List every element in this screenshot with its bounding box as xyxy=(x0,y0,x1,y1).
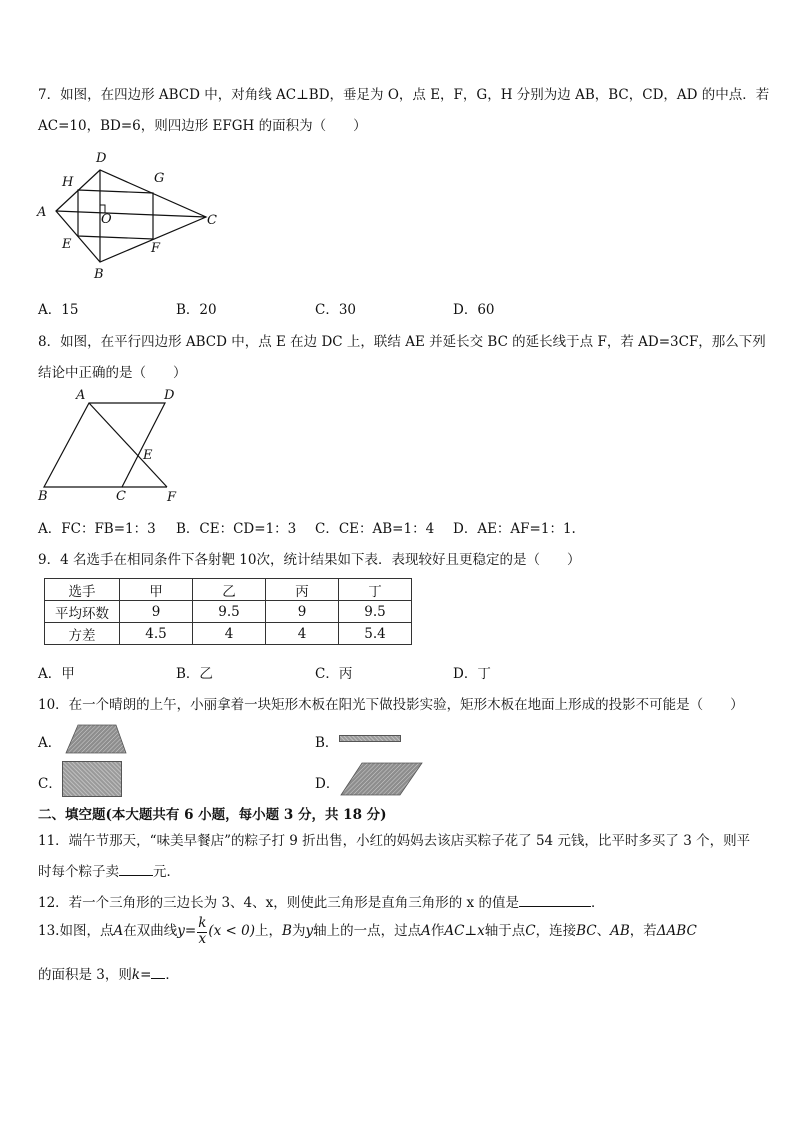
q9-option-d[interactable]: D．丁 xyxy=(453,666,491,682)
q9-stats-table xyxy=(44,578,412,645)
q7-label-f: F xyxy=(151,241,161,256)
q13-text-line1 xyxy=(38,917,697,946)
table-cell: 4 xyxy=(193,623,266,645)
section-heading-fill-in: 二、填空题(本大题共有 6 小题，每小题 3 分，共 18 分) xyxy=(38,807,387,823)
q13-seg: ． xyxy=(165,967,179,983)
q13-seg: 在双曲线 xyxy=(123,923,178,939)
table-header-cell: 丁 xyxy=(339,579,412,601)
q7-label-e: E xyxy=(62,237,72,252)
q13-seg: 轴于点 xyxy=(484,923,526,939)
q13-answer-blank[interactable] xyxy=(151,964,165,979)
q13-seg: ，连接 xyxy=(535,923,577,939)
q7-label-g: G xyxy=(154,171,165,186)
q10-option-a[interactable] xyxy=(38,731,61,751)
q13-var: C xyxy=(525,923,536,939)
q13-var: A xyxy=(113,923,124,939)
q12-text-post: ． xyxy=(590,895,605,911)
q13-var: ΔABC xyxy=(656,923,697,939)
q13-var: AC xyxy=(444,923,465,939)
q12-answer-blank[interactable] xyxy=(519,892,591,907)
q10-option-d[interactable] xyxy=(315,772,339,792)
q7-label-o: O xyxy=(101,212,112,227)
q13-seg: 上， xyxy=(255,923,283,939)
q10-line-segment-shadow-icon xyxy=(339,735,401,742)
q10-option-d-label: D． xyxy=(315,776,340,792)
q13-var: BC xyxy=(576,923,597,939)
q7-text-line1: 7．如图，在四边形 ABCD 中，对角线 AC⊥BD，垂足为 O，点 E，F，G，H 分别为边 AB，BC，CD，AD 的中点．若 xyxy=(38,87,770,103)
q13-seg: 的面积是 3，则 xyxy=(38,967,132,983)
q10-option-b[interactable] xyxy=(315,731,338,751)
q8-text-line1: 8．如图，在平行四边形 ABCD 中，点 E 在边 DC 上，联结 AE 并延长交 BC 的延长线于点 F，若 AD=3CF，那么下列 xyxy=(38,334,766,350)
table-header-cell: 丙 xyxy=(266,579,339,601)
q13-text-line2 xyxy=(38,963,179,983)
q12-text-pre: 12．若一个三角形的三边长为 3、4、x，则使此三角形是直角三角形的 x 的值是 xyxy=(38,895,519,911)
table-cell: 9 xyxy=(120,601,193,623)
q9-text-line1: 9．4 名选手在相同条件下各射靶 10次，统计结果如下表．表现较好且更稳定的是（ ） xyxy=(38,552,581,568)
q7-text-line2: AC=10，BD=6，则四边形 EFGH 的面积为（ ） xyxy=(38,118,367,134)
q11-text-line1: 11．端午节那天，“味美早餐店”的粽子打 9 折出售，小红的妈妈去该店买粽子花了 54 元钱，比平时多买了 3 个，则平 xyxy=(38,833,751,849)
q13-seg: 为 xyxy=(291,923,306,939)
q13-seg: ⊥ xyxy=(464,923,478,939)
table-row xyxy=(45,623,412,645)
q13-var: AB xyxy=(610,923,630,939)
q8-parallelogram-abcd xyxy=(44,403,165,487)
q10-trapezoid-shadow-icon xyxy=(64,723,128,755)
q7-option-a[interactable]: A．15 xyxy=(38,302,79,318)
q8-option-a[interactable]: A．FC：FB=1：3 xyxy=(38,521,156,537)
q8-label-a: A xyxy=(76,388,86,403)
q7-label-a: A xyxy=(37,205,47,220)
q13-var: y xyxy=(305,923,314,939)
q7-label-d: D xyxy=(96,151,107,166)
q13-seg: ，若 xyxy=(629,923,657,939)
q11-text-pre: 时每个粽子卖 xyxy=(38,864,119,880)
q9-option-a[interactable]: A．甲 xyxy=(38,666,75,682)
q13-fraction xyxy=(197,917,207,946)
q13-condition: (x < 0) xyxy=(208,923,256,939)
q9-option-b[interactable]: B．乙 xyxy=(176,666,213,682)
q7-option-d[interactable]: D．60 xyxy=(453,302,495,318)
q13-fraction-denominator: x xyxy=(198,930,207,947)
q13-seg: = xyxy=(184,923,197,939)
q7-label-b: B xyxy=(94,267,104,282)
q11-answer-blank[interactable] xyxy=(119,861,153,876)
q13-seg: 作 xyxy=(430,923,445,939)
q13-var: k xyxy=(131,967,141,983)
q10-rectangle-shadow-icon xyxy=(62,761,122,797)
q8-label-b: B xyxy=(38,489,48,504)
q10-option-a-label: A． xyxy=(38,735,62,751)
q8-option-b[interactable]: B．CE：CD=1：3 xyxy=(176,521,297,537)
q7-option-b[interactable]: B．20 xyxy=(176,302,217,318)
q10-parallelogram-shadow-icon xyxy=(340,761,424,797)
q9-option-c[interactable]: C．丙 xyxy=(315,666,353,682)
q10-option-c[interactable] xyxy=(38,772,62,792)
q8-label-e: E xyxy=(143,448,153,463)
table-cell: 5.4 xyxy=(339,623,412,645)
q12-text-line1 xyxy=(38,891,604,911)
q8-text-line2: 结论中正确的是（ ） xyxy=(38,365,187,381)
table-row xyxy=(45,601,412,623)
q7-label-c: C xyxy=(207,213,217,228)
q10-option-b-label: B． xyxy=(315,735,339,751)
table-cell: 9.5 xyxy=(193,601,266,623)
q7-option-c[interactable]: C．30 xyxy=(315,302,357,318)
table-cell: 4.5 xyxy=(120,623,193,645)
q8-label-d: D xyxy=(164,388,175,403)
table-cell: 方差 xyxy=(45,623,120,645)
q8-label-c: C xyxy=(116,489,126,504)
q7-quadrilateral-figure xyxy=(30,148,230,283)
q13-var: B xyxy=(282,923,292,939)
q13-var: x xyxy=(477,923,485,939)
q13-seg: 轴上的一点，过点 xyxy=(313,923,422,939)
table-cell: 4 xyxy=(266,623,339,645)
q8-label-f: F xyxy=(167,490,177,505)
table-header-cell: 选手 xyxy=(45,579,120,601)
q10-text-line1: 10．在一个晴朗的上午，小丽拿着一块矩形木板在阳光下做投影实验，矩形木板在地面上形成的投影不可能是（ ） xyxy=(38,697,744,713)
table-cell: 9 xyxy=(266,601,339,623)
q8-option-c[interactable]: C．CE：AB=1：4 xyxy=(315,521,435,537)
q13-var: A xyxy=(421,923,431,939)
q13-var: y xyxy=(177,923,185,939)
q13-seg: 、 xyxy=(596,923,611,939)
q13-seg: = xyxy=(140,967,152,983)
q8-option-d[interactable]: D．AE：AF=1：1. xyxy=(453,521,576,537)
q13-seg: 13.如图，点 xyxy=(38,923,114,939)
table-cell: 平均环数 xyxy=(45,601,120,623)
table-header-cell: 乙 xyxy=(193,579,266,601)
table-header-row xyxy=(45,579,412,601)
q10-option-c-label: C． xyxy=(38,776,62,792)
q13-fraction-numerator: k xyxy=(198,915,207,931)
q8-parallelogram-figure xyxy=(30,386,190,506)
q11-text-post: 元． xyxy=(153,864,180,880)
table-cell: 9.5 xyxy=(339,601,412,623)
q7-label-h: H xyxy=(62,175,74,190)
table-header-cell: 甲 xyxy=(120,579,193,601)
q11-text-line2 xyxy=(38,860,180,880)
